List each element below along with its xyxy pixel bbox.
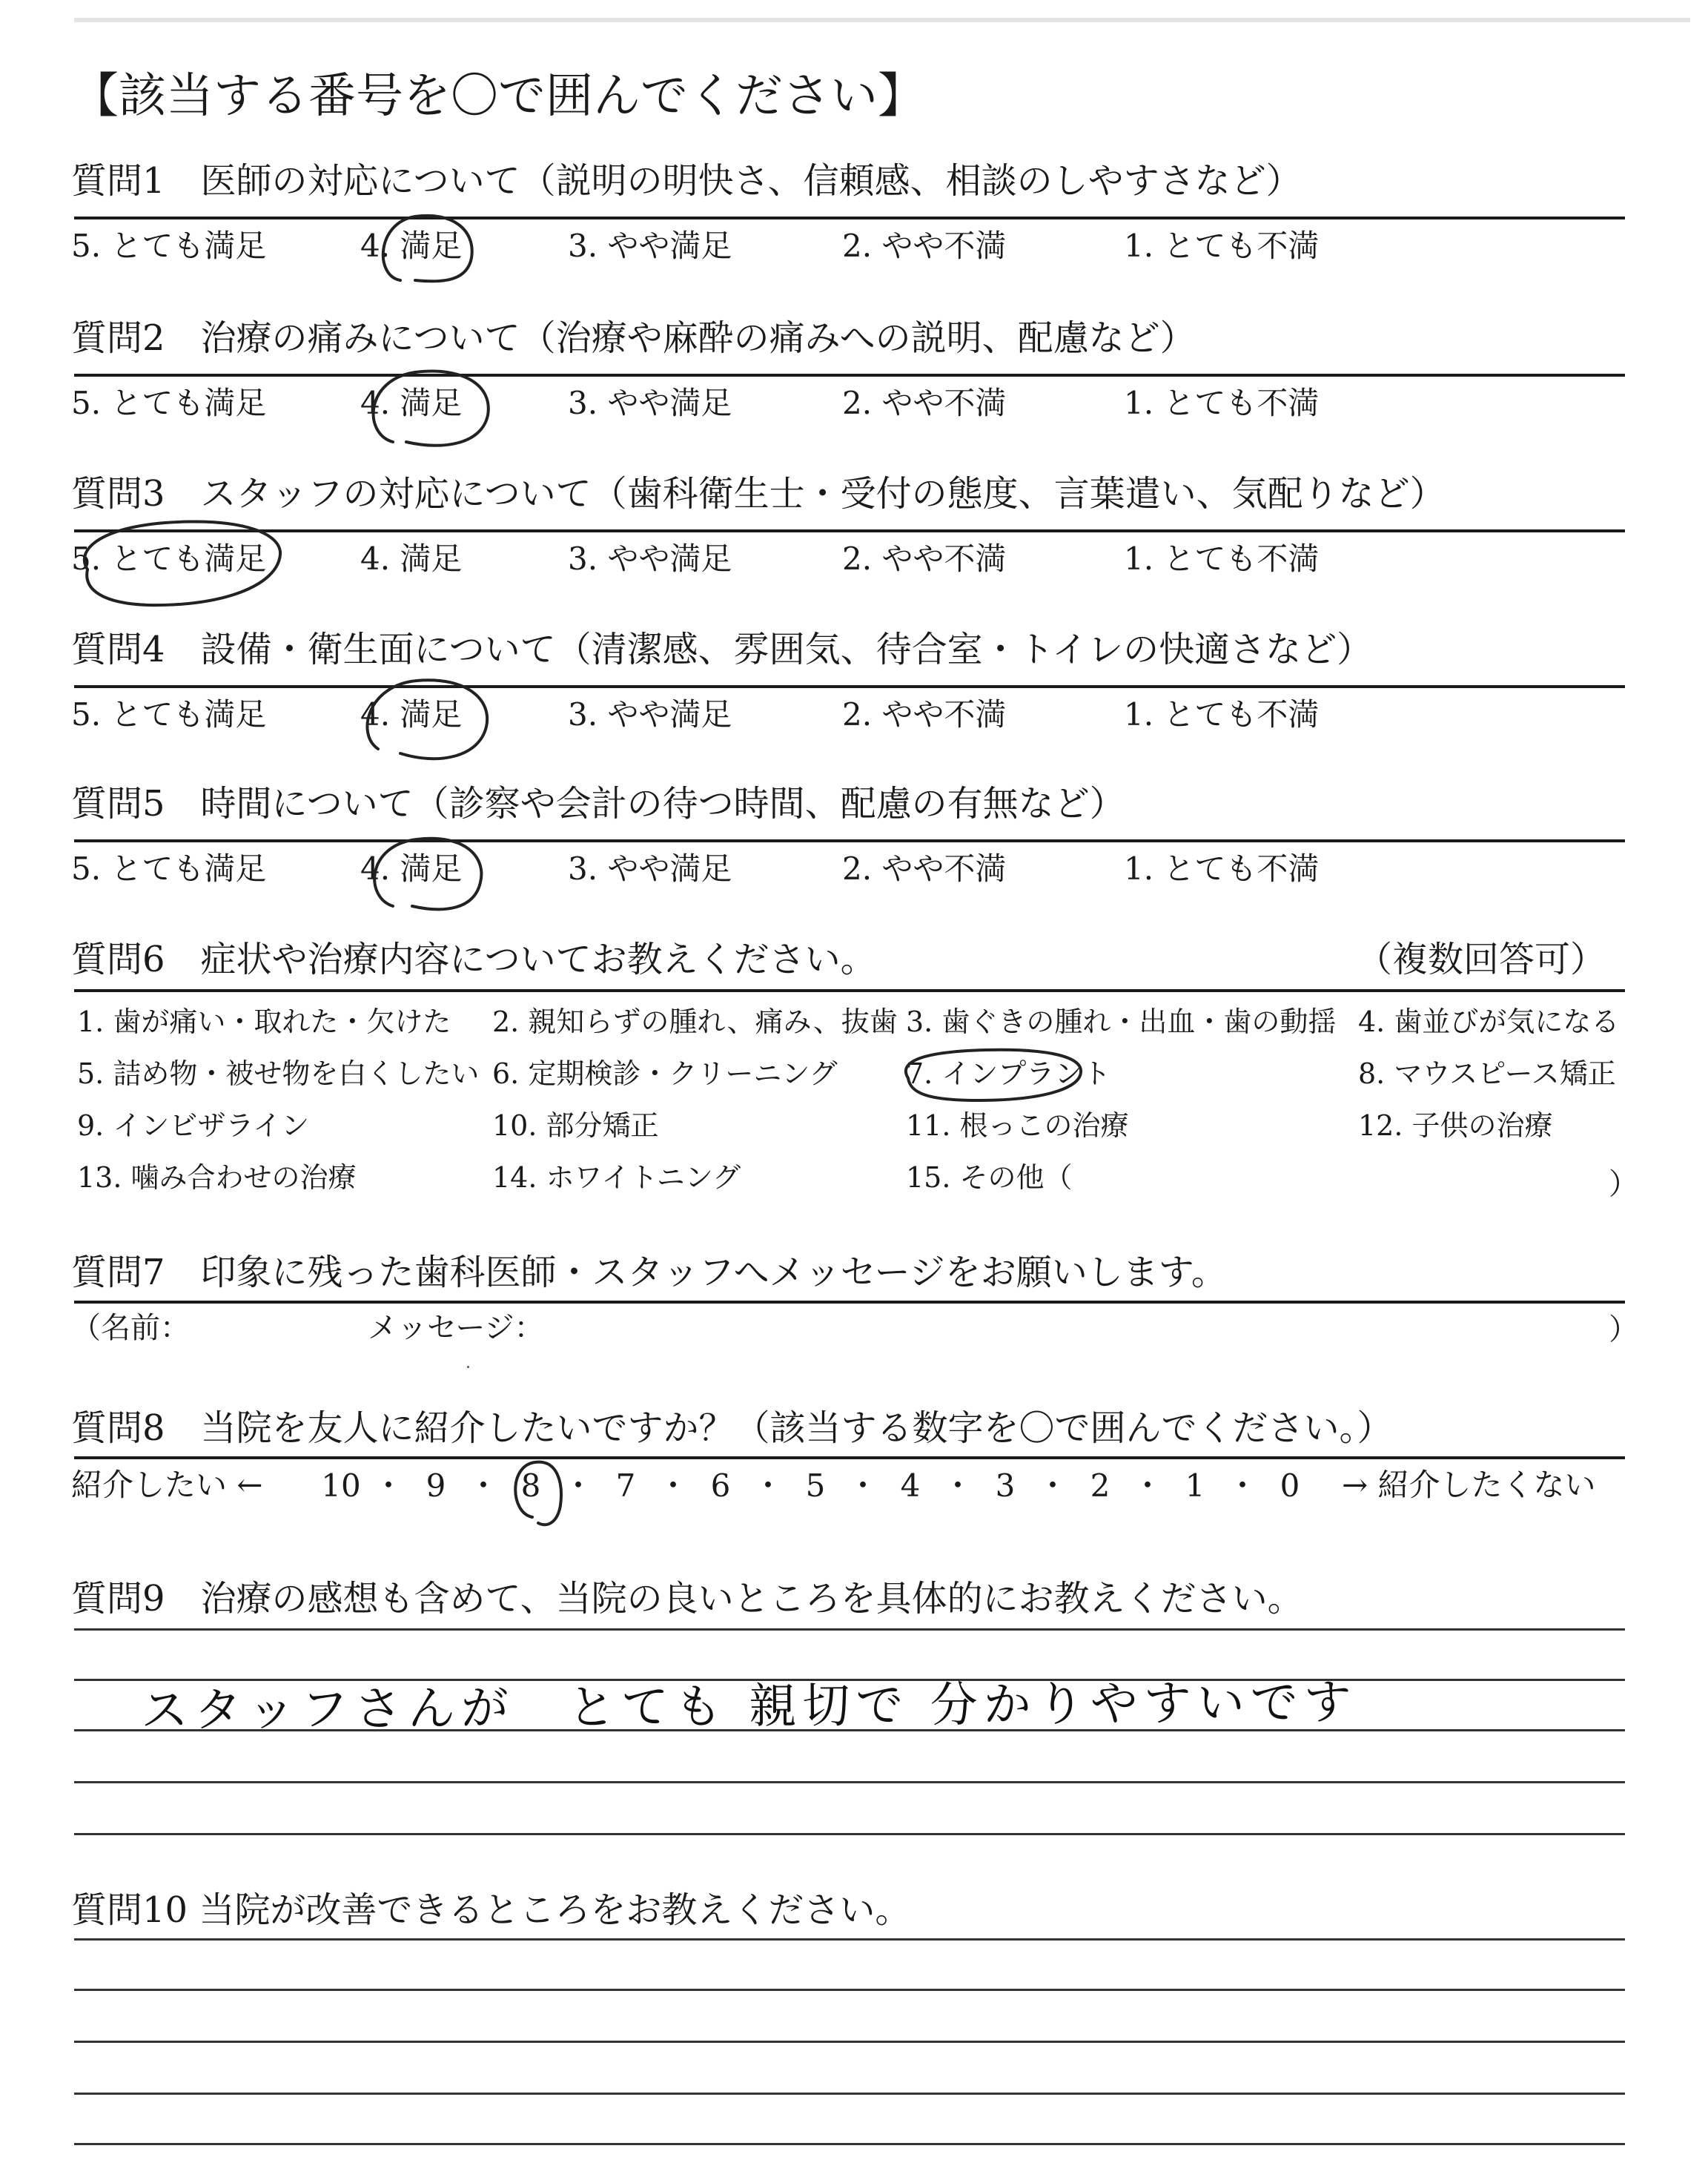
q3-option[interactable]: 3. やや満足 — [568, 541, 732, 577]
q4-heading: 質問4 設備・衛生面について（清潔感、雰囲気、待合室・トイレの快適さなど） — [71, 629, 1373, 670]
q7-heading: 質問7 印象に残った歯科医師・スタッフへメッセージをお願いします。 — [71, 1252, 1227, 1293]
q6-option[interactable]: 4. 歯並びが気になる — [1358, 1005, 1620, 1038]
q5-option[interactable]: 4. 満足 — [360, 851, 463, 887]
q8-left-label: 紹介したい ← — [71, 1467, 263, 1503]
q8-scale-separator: ・ — [467, 1467, 500, 1504]
q8-scale-separator: ・ — [372, 1467, 405, 1504]
q8-scale-separator: ・ — [847, 1467, 879, 1504]
q1-option[interactable]: 2. やや不満 — [842, 228, 1007, 264]
q8-scale-separator: ・ — [1036, 1467, 1069, 1504]
q3-rule — [74, 529, 1625, 532]
q5-heading: 質問5 時間について（診察や会計の待つ時間、配慮の有無など） — [71, 783, 1125, 825]
q8-scale-number[interactable]: 3 — [995, 1467, 1016, 1504]
q9-answer-line-4 — [74, 1781, 1625, 1783]
q6-option[interactable]: 11. 根っこの治療 — [906, 1109, 1129, 1142]
scan-speck — [467, 1366, 469, 1368]
q5-option[interactable]: 1. とても不満 — [1124, 851, 1320, 887]
q1-option[interactable]: 4. 満足 — [360, 228, 463, 264]
q6-option[interactable]: 14. ホワイトニング — [492, 1161, 741, 1194]
q6-option[interactable]: 10. 部分矯正 — [492, 1109, 659, 1142]
q5-rule — [74, 839, 1625, 842]
q6-multiple-answers-note: （複数回答可） — [1357, 939, 1606, 980]
q6-option[interactable]: 15. その他（ — [906, 1161, 1073, 1194]
scan-top-edge — [74, 18, 1690, 22]
q6-other-close-paren: ） — [1609, 1167, 1638, 1201]
q4-option[interactable]: 4. 満足 — [360, 696, 463, 733]
q9-heading: 質問9 治療の感想も含めて、当院の良いところを具体的にお教えください。 — [71, 1578, 1303, 1619]
q3-option[interactable]: 1. とても不満 — [1124, 541, 1320, 577]
q1-option[interactable]: 3. やや満足 — [568, 228, 732, 264]
q10-heading: 質問10 当院が改善できるところをお教えください。 — [71, 1889, 911, 1931]
q10-answer-line-5 — [74, 2143, 1625, 2145]
q6-option[interactable]: 9. インビザライン — [77, 1109, 310, 1142]
q6-option[interactable]: 1. 歯が痛い・取れた・欠けた — [77, 1005, 451, 1038]
q6-heading: 質問6 症状や治療内容についてお教えください。 — [71, 939, 876, 980]
q2-option[interactable]: 2. やや不満 — [842, 385, 1007, 421]
q3-option[interactable]: 2. やや不満 — [842, 541, 1007, 577]
q6-option[interactable]: 8. マウスピース矯正 — [1358, 1057, 1616, 1090]
q8-scale-number[interactable]: 7 — [615, 1467, 636, 1504]
q8-scale-separator: ・ — [941, 1467, 974, 1504]
q8-scale-number[interactable]: 0 — [1280, 1467, 1300, 1504]
q8-scale-number[interactable]: 1 — [1185, 1467, 1205, 1504]
q4-rule — [74, 685, 1625, 688]
q9-answer-line-5 — [74, 1833, 1625, 1835]
q6-option[interactable]: 3. 歯ぐきの腫れ・出血・歯の動揺 — [906, 1005, 1337, 1038]
q2-option[interactable]: 4. 満足 — [360, 385, 463, 421]
q8-scale-number[interactable]: 6 — [710, 1467, 731, 1504]
q2-option[interactable]: 3. やや満足 — [568, 385, 732, 421]
q6-option[interactable]: 13. 噛み合わせの治療 — [77, 1161, 357, 1194]
q10-answer-line-4 — [74, 2093, 1625, 2095]
q8-scale-separator: ・ — [562, 1467, 595, 1504]
q8-scale-number[interactable]: 8 — [520, 1467, 541, 1504]
q4-option[interactable]: 3. やや満足 — [568, 696, 732, 733]
q1-option[interactable]: 5. とても満足 — [71, 228, 267, 264]
q2-option[interactable]: 1. とても不満 — [1124, 385, 1320, 421]
q6-rule — [74, 989, 1625, 992]
q6-option[interactable]: 12. 子供の治療 — [1358, 1109, 1553, 1142]
q2-option[interactable]: 5. とても満足 — [71, 385, 267, 421]
q1-option[interactable]: 1. とても不満 — [1124, 228, 1320, 264]
q2-rule — [74, 374, 1625, 377]
q8-scale-number[interactable]: 5 — [805, 1467, 826, 1504]
q8-scale-number[interactable]: 4 — [900, 1467, 921, 1504]
q8-right-label: → 紹介したくない — [1342, 1467, 1596, 1503]
q10-answer-line-3 — [74, 2041, 1625, 2043]
q9-handwritten-answer: スタッフさんが とても 親切で 分かりやすいです — [140, 1675, 1357, 1739]
q4-option[interactable]: 5. とても満足 — [71, 696, 267, 733]
q1-heading: 質問1 医師の対応について（説明の明快さ、信頼感、相談のしやすさなど） — [71, 160, 1302, 202]
q3-heading: 質問3 スタッフの対応について（歯科衛生士・受付の態度、言葉遣い、気配りなど） — [71, 473, 1446, 515]
q8-scale-separator: ・ — [657, 1467, 689, 1504]
q10-answer-line-2 — [74, 1989, 1625, 1991]
q4-option[interactable]: 2. やや不満 — [842, 696, 1007, 733]
q10-answer-line-1 — [74, 1938, 1625, 1941]
q8-scale-separator: ・ — [1131, 1467, 1164, 1504]
q4-option[interactable]: 1. とても不満 — [1124, 696, 1320, 733]
q3-option[interactable]: 4. 満足 — [360, 541, 463, 577]
q7-name-label: （名前： — [71, 1311, 190, 1345]
q8-scale-number[interactable]: 9 — [426, 1467, 446, 1504]
q8-rule — [74, 1456, 1625, 1459]
q6-option[interactable]: 6. 定期検診・クリーニング — [492, 1057, 838, 1090]
q8-heading: 質問8 当院を友人に紹介したいですか？（該当する数字を〇で囲んでください。） — [71, 1407, 1393, 1449]
q5-option[interactable]: 2. やや不満 — [842, 851, 1007, 887]
q9-answer-line-1 — [74, 1628, 1625, 1631]
q7-message-label: メッセージ： — [368, 1311, 544, 1345]
q6-option[interactable]: 7. インプラント — [906, 1057, 1111, 1090]
q1-rule — [74, 217, 1625, 219]
q8-scale-number[interactable]: 2 — [1090, 1467, 1110, 1504]
q3-option[interactable]: 5. とても満足 — [71, 541, 267, 577]
q2-heading: 質問2 治療の痛みについて（治療や麻酔の痛みへの説明、配慮など） — [71, 317, 1196, 359]
q7-close-paren: ） — [1609, 1312, 1638, 1347]
q5-option[interactable]: 3. やや満足 — [568, 851, 732, 887]
q5-option[interactable]: 5. とても満足 — [71, 851, 267, 887]
q8-scale-separator: ・ — [1226, 1467, 1259, 1504]
q6-option[interactable]: 2. 親知らずの腫れ、痛み、抜歯 — [492, 1005, 898, 1038]
q8-scale-separator: ・ — [752, 1467, 784, 1504]
q6-option[interactable]: 5. 詰め物・被せ物を白くしたい — [77, 1057, 480, 1090]
q7-rule — [74, 1301, 1625, 1304]
q8-scale-number[interactable]: 10 — [321, 1467, 361, 1504]
form-title: 【該当する番号を〇で囲んでください】 — [71, 69, 925, 124]
